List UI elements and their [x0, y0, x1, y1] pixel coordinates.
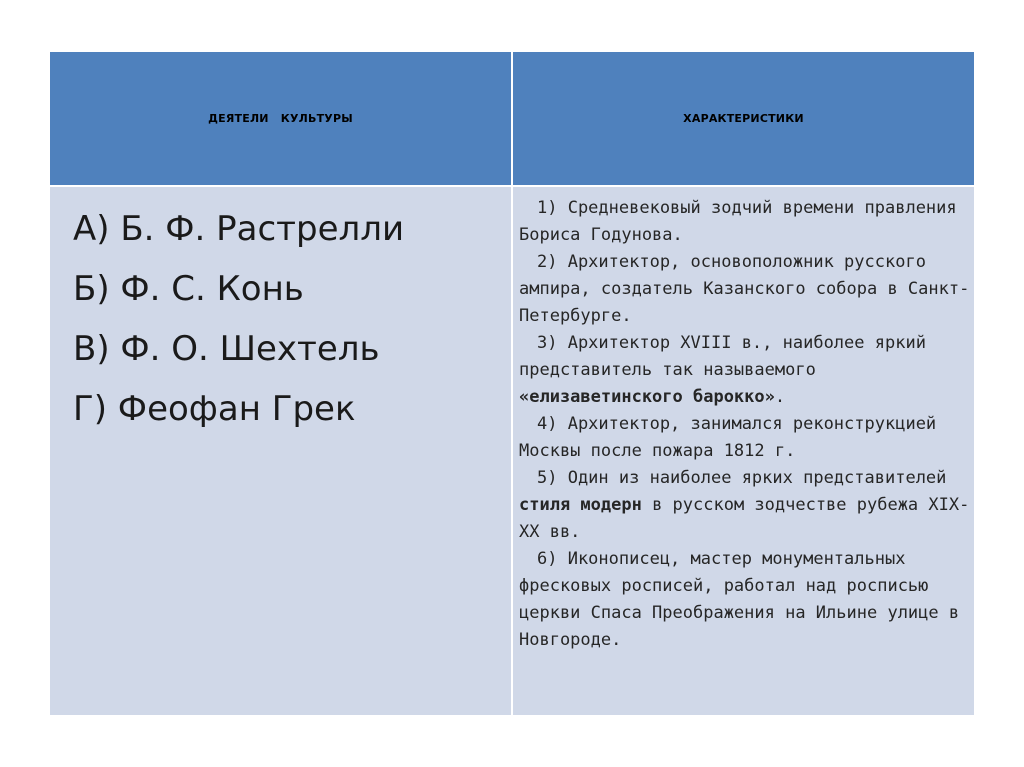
characteristic-text: 5) Один из наиболее ярких представителей — [537, 468, 947, 488]
figure-item: А) Б. Ф. Растрелли — [73, 209, 405, 249]
characteristic-emphasis: «елизаветинского барокко» — [519, 387, 775, 407]
header-cultural-figures-label: ДЕЯТЕЛИ КУЛЬТУРЫ — [208, 112, 353, 125]
header-cultural-figures — [50, 52, 511, 185]
characteristic-text: . — [774, 387, 786, 407]
characteristic-item — [519, 465, 971, 546]
characteristic-emphasis: стиля модерн — [519, 495, 642, 515]
figures-cell — [50, 187, 511, 715]
characteristic-item: 4) Архитектор, занимался реконструкцией Москвы после пожара 1812 г. — [519, 414, 937, 461]
figure-item: В) Ф. О. Шехтель — [73, 329, 380, 369]
header-characteristics — [513, 52, 974, 185]
figures-list — [73, 199, 404, 439]
characteristics-cell — [513, 187, 974, 715]
characteristic-item: 6) Иконописец, мастер монументальных фресковых росписей, работал над росписью церкви Спаса Преображения на Ильине улице в Новгороде. — [519, 549, 960, 650]
matching-table — [50, 52, 974, 715]
characteristic-item: 1) Средневековый зодчий времени правления Бориса Годунова. — [519, 198, 957, 245]
characteristic-item — [519, 330, 971, 411]
characteristic-item: 2) Архитектор, основоположник русского ампира, создатель Казанского собора в Санкт-Петербурге. — [519, 252, 970, 326]
figure-item: Б) Ф. С. Конь — [73, 269, 304, 309]
figure-item: Г) Феофан Грек — [73, 389, 356, 429]
characteristics-list — [519, 195, 971, 654]
characteristic-text: в русском зодчестве рубежа XIX-XX вв. — [519, 495, 970, 542]
characteristic-text: 3) Архитектор XVIII в., наиболее яркий представитель так называемого — [519, 333, 926, 380]
header-characteristics-label: ХАРАКТЕРИСТИКИ — [683, 112, 804, 125]
